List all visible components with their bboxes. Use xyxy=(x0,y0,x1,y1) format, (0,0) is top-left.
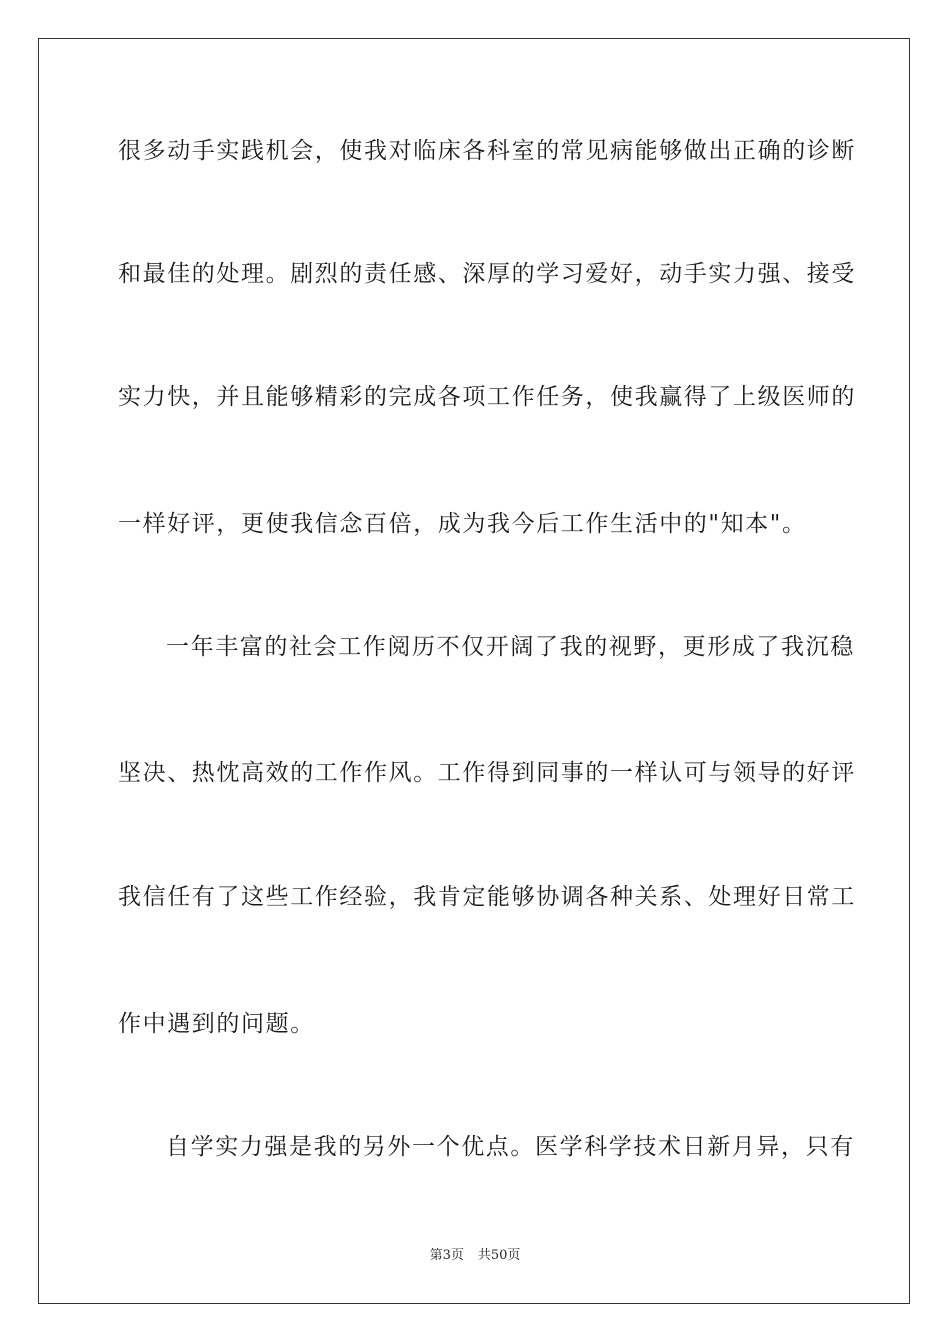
paragraph-start-line: 自学实力强是我的另外一个优点。医学科学技术日新月异，只有 xyxy=(166,1134,855,1160)
page-total: 共50页 xyxy=(477,1248,521,1263)
paragraph-start-line: 一年丰富的社会工作阅历不仅开阔了我的视野，更形成了我沉稳 xyxy=(166,634,855,660)
text-line: 很多动手实践机会，使我对临床各科室的常见病能够做出正确的诊断 xyxy=(118,138,856,164)
text-line: 一样好评，更使我信念百倍，成为我今后工作生活中的"知本"。 xyxy=(118,511,807,537)
page-number: 第3页 xyxy=(429,1248,464,1263)
text-line: 实力快，并且能够精彩的完成各项工作任务，使我赢得了上级医师的 xyxy=(118,384,856,410)
text-line: 作中遇到的问题。 xyxy=(118,1011,315,1037)
text-line: 我信任有了这些工作经验，我肯定能够协调各种关系、处理好日常工 xyxy=(118,884,856,910)
page-border xyxy=(38,38,910,1304)
text-line: 坚决、热忱高效的工作作风。工作得到同事的一样认可与领导的好评 xyxy=(118,760,856,786)
text-line: 和最佳的处理。剧烈的责任感、深厚的学习爱好，动手实力强、接受 xyxy=(118,261,856,287)
page-footer xyxy=(0,1248,950,1264)
